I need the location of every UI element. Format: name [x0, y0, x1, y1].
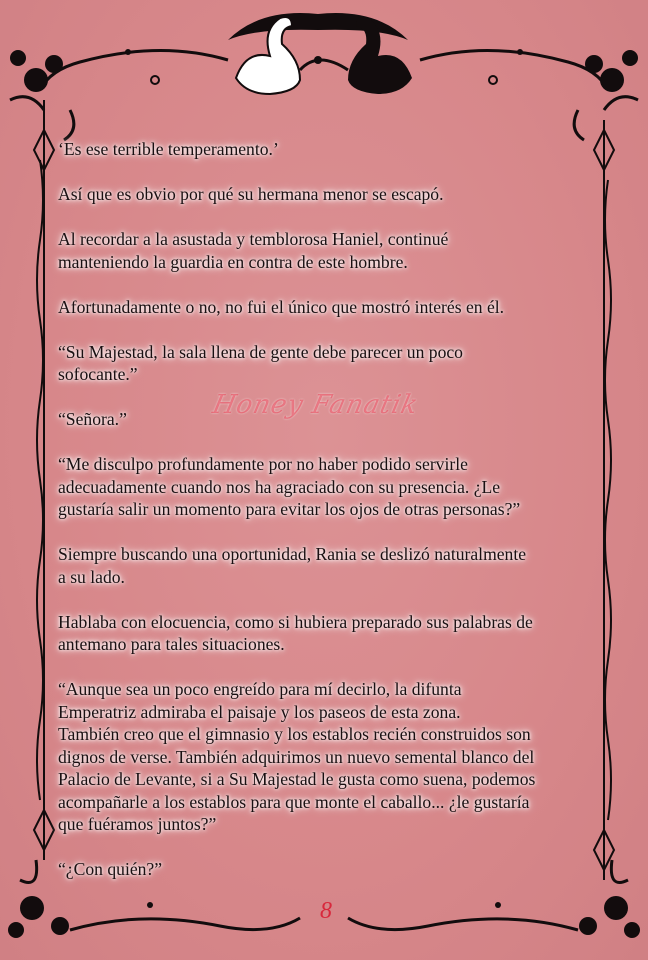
page-number: 8 — [320, 898, 332, 924]
paragraph: “Señora.” — [58, 409, 127, 429]
paragraph: Al recordar a la asustada y temblorosa Haniel, continué manteniendo la guardia en contra de este hombre. — [58, 229, 449, 272]
rose-cluster-top-left — [10, 50, 74, 140]
paragraph: Siempre buscando una oportunidad, Rania se deslizó naturalmente a su lado. — [58, 544, 527, 587]
paragraph: “Su Majestad, la sala llena de gente debe parecer un poco sofocante.” — [58, 341, 463, 384]
paragraph: ‘Es ese terrible temperamento.’ — [58, 139, 279, 159]
paragraph: “Me disculpo profundamente por no haber podido servirle adecuadamente cuando nos ha agraciado con su presencia. ¿Le gustaría salir un momento para evitar los ojos de otras personas?” — [58, 454, 521, 519]
story-text — [58, 138, 606, 903]
paragraph: “Aunque sea un poco engreído para mí decirlo, la difunta Emperatriz admiraba el paisaje y los paseos de esta zona. También creo que el gimnasio y los establos recién construidos son dignos de verse. También adquirimos un nuevo semental blanco del Palacio de Levante, si a Su Majestad le gusta como suena, podemos acompañarle a los establos para que monte el caballo... ¿le gustaría que fuéramos juntos?” — [58, 679, 536, 834]
paragraph: Hablaba con elocuencia, como si hubiera preparado sus palabras de antemano para tales situaciones. — [58, 611, 533, 654]
watermark: Honey Fanatik — [209, 390, 422, 420]
paragraph: “¿Con quién?” — [58, 859, 163, 879]
paragraph: Así que es obvio por qué su hermana menor se escapó. — [58, 184, 444, 204]
paragraph: Afortunadamente o no, no fui el único que mostró interés en él. — [58, 296, 505, 317]
swan-emblem-icon — [228, 13, 412, 94]
rose-cluster-top-right — [574, 50, 638, 140]
